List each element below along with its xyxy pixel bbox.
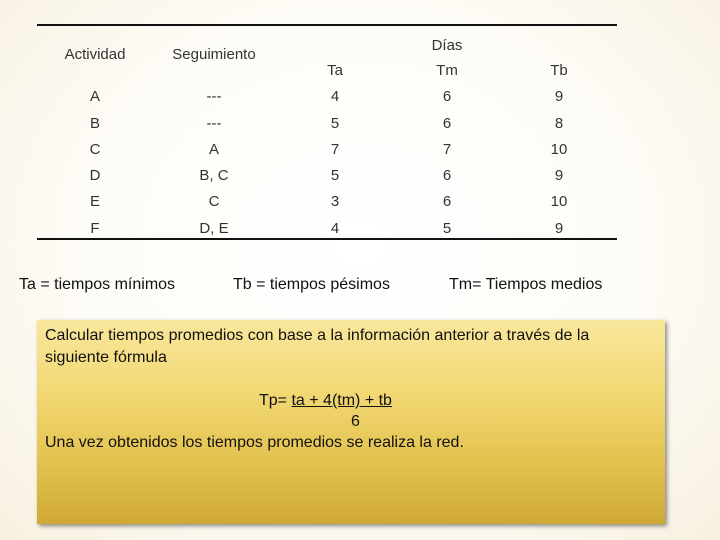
- row-f-seguimiento: D, E: [199, 220, 229, 237]
- row-e-actividad: E: [89, 193, 101, 210]
- header-ta: Ta: [327, 62, 343, 79]
- activity-table: [37, 24, 617, 240]
- header-tm: Tm: [436, 62, 458, 79]
- instruction-line-1: Calcular tiempos promedios con base a la información anterior a través de la: [45, 327, 590, 344]
- formula-denominator: 6: [351, 413, 360, 430]
- row-d-seguimiento: B, C: [199, 167, 229, 184]
- instruction-line-2: siguiente fórmula: [45, 349, 167, 366]
- row-e-tb: 10: [550, 193, 568, 210]
- legend-tb: Tb = tiempos pésimos: [233, 276, 390, 293]
- formula-numerator: ta + 4(tm) + tb: [291, 392, 392, 409]
- row-b-seguimiento: ---: [206, 115, 222, 132]
- row-c-tm: 7: [442, 141, 452, 158]
- row-c-tb: 10: [550, 141, 568, 158]
- row-a-tb: 9: [554, 88, 564, 105]
- row-a-ta: 4: [330, 88, 340, 105]
- row-f-ta: 4: [330, 220, 340, 237]
- row-c-ta: 7: [330, 141, 340, 158]
- row-b-ta: 5: [330, 115, 340, 132]
- row-f-actividad: F: [90, 220, 100, 237]
- formula: [259, 392, 392, 410]
- row-b-actividad: B: [89, 115, 101, 132]
- row-c-actividad: C: [89, 141, 101, 158]
- row-e-tm: 6: [442, 193, 452, 210]
- row-f-tb: 9: [554, 220, 564, 237]
- row-c-seguimiento: A: [208, 141, 220, 158]
- row-a-seguimiento: ---: [206, 88, 222, 105]
- row-e-ta: 3: [330, 193, 340, 210]
- row-e-seguimiento: C: [208, 193, 220, 210]
- row-d-actividad: D: [89, 167, 101, 184]
- header-tb: Tb: [550, 62, 568, 79]
- row-d-tm: 6: [442, 167, 452, 184]
- row-b-tm: 6: [442, 115, 452, 132]
- conclusion-text: Una vez obtenidos los tiempos promedios se realiza la red.: [45, 434, 464, 451]
- row-a-tm: 6: [442, 88, 452, 105]
- legend-ta: Ta = tiempos mínimos: [19, 276, 176, 293]
- instruction-box: [37, 320, 665, 524]
- legend-tm: Tm= Tiempos medios: [449, 276, 603, 293]
- row-d-ta: 5: [330, 167, 340, 184]
- header-actividad: Actividad: [64, 46, 126, 63]
- row-d-tb: 9: [554, 167, 564, 184]
- row-b-tb: 8: [554, 115, 564, 132]
- formula-lhs: Tp=: [259, 392, 292, 409]
- header-dias: Días: [431, 37, 463, 54]
- row-f-tm: 5: [442, 220, 452, 237]
- row-a-actividad: A: [89, 88, 101, 105]
- header-seguimiento: Seguimiento: [172, 46, 256, 63]
